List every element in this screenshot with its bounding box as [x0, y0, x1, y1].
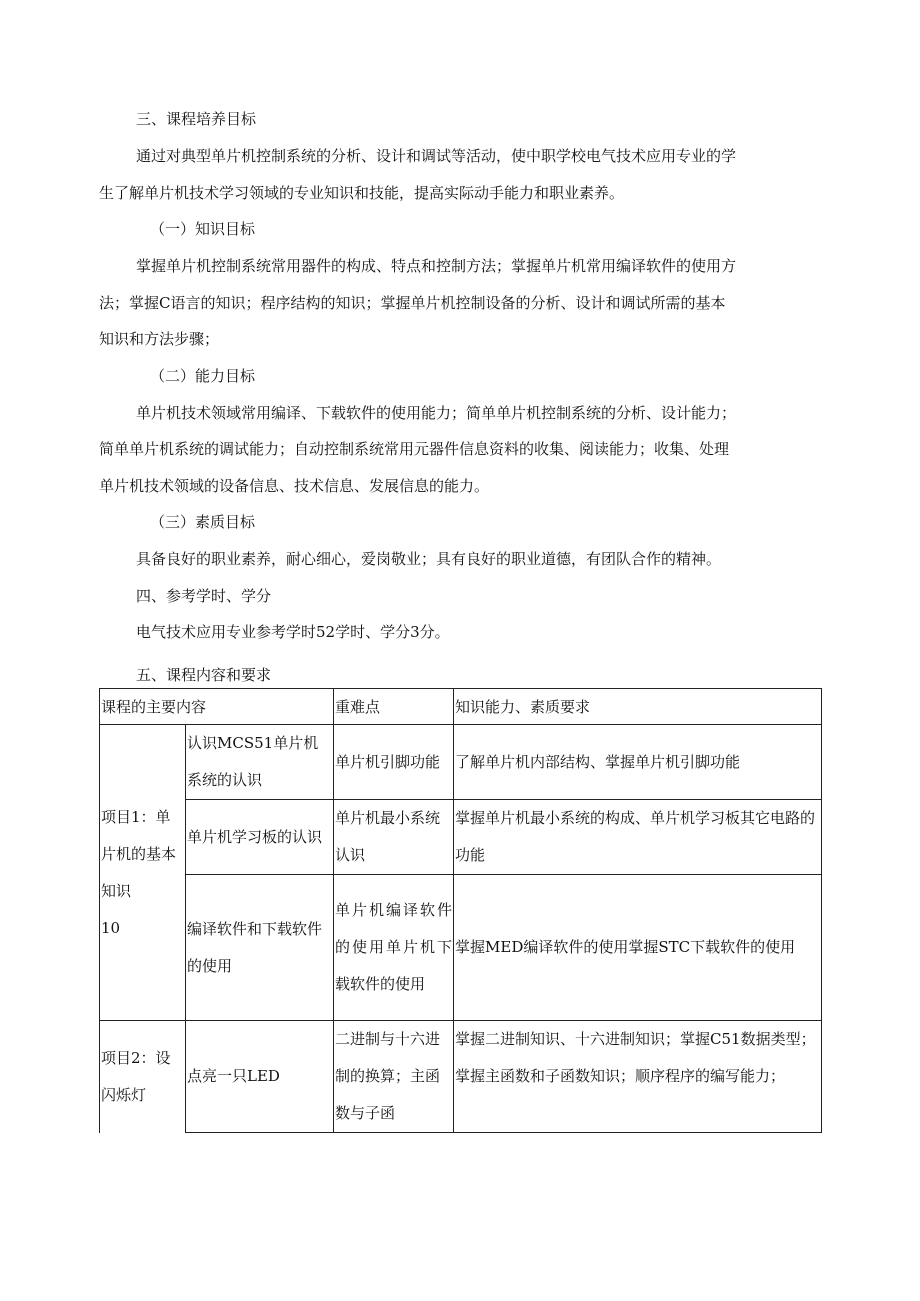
- knowledge-line3: 知识和方法步骤；: [99, 330, 220, 348]
- quality-line1: 具备良好的职业素养，耐心细心，爱岗敬业；具有良好的职业道德，有团队合作的精神。: [136, 550, 722, 568]
- project1-row3-requirement: 掌握MED编译软件的使用掌握STC下载软件的使用: [454, 875, 822, 1021]
- table-row: [100, 1021, 822, 1133]
- project1-row1-requirement: 了解单片机内部结构、掌握单片机引脚功能: [454, 725, 822, 800]
- project2-label: [100, 1021, 186, 1133]
- course-content-table: [99, 688, 822, 1133]
- section3-intro-line2: 生了解单片机技术学习领域的专业知识和技能，提高实际动手能力和职业素养。: [99, 184, 625, 202]
- header-requirement: 知识能力、素质要求: [454, 689, 822, 725]
- table-row: [100, 725, 822, 800]
- knowledge-line2: 法；掌握C语言的知识；程序结构的知识；掌握单片机控制设备的分析、设计和调试所需的基本: [99, 294, 726, 312]
- project2-row1-requirement: 掌握二进制知识、十六进制知识；掌握C51数据类型；掌握主函数和子函数知识；顺序程序的编写能力；: [454, 1021, 822, 1133]
- project1-row3-focus: 单片机编译软件的使用单片机下载软件的使用: [334, 875, 454, 1021]
- ability-line1: 单片机技术领域常用编译、下载软件的使用能力；简单单片机控制系统的分析、设计能力；: [136, 404, 737, 422]
- project2-label-line1: 项目2：设: [101, 1048, 171, 1067]
- quality-heading: （三）素质目标: [150, 513, 256, 531]
- table-header-row: [100, 689, 822, 725]
- project1-row2-focus: 单片机最小系统认识: [334, 800, 454, 875]
- ability-line3: 单片机技术领域的设备信息、技术信息、发展信息的能力。: [99, 477, 490, 495]
- project1-row1-content: 认识MCS51单片机系统的认识: [186, 725, 334, 800]
- ability-heading: （二）能力目标: [150, 367, 256, 385]
- project1-label-line2: 片机的基本: [101, 844, 177, 863]
- project1-label: [100, 725, 186, 1021]
- knowledge-heading: （一）知识目标: [150, 220, 256, 238]
- project2-row1-focus: 二进制与十六进制的换算；主函数与子函: [334, 1021, 454, 1133]
- project1-label-line4: 10: [101, 918, 121, 937]
- project1-label-line1: 项目1：单: [101, 807, 171, 826]
- header-focus: 重难点: [334, 689, 454, 725]
- project1-row2-requirement: 掌握单片机最小系统的构成、单片机学习板其它电路的功能: [454, 800, 822, 875]
- header-main-content: 课程的主要内容: [100, 689, 334, 725]
- ability-line2: 简单单片机系统的调试能力；自动控制系统常用元器件信息资料的收集、阅读能力；收集、处理: [99, 440, 730, 458]
- project1-row2-content: 单片机学习板的认识: [186, 800, 334, 875]
- section4-heading: 四、参考学时、学分: [136, 587, 272, 605]
- section5-heading: 五、课程内容和要求: [136, 666, 272, 684]
- project2-row1-content: 点亮一只LED: [186, 1021, 334, 1133]
- project1-row1-focus: 单片机引脚功能: [334, 725, 454, 800]
- section3-heading: 三、课程培养目标: [136, 110, 257, 128]
- project1-label-line3: 知识: [101, 881, 132, 900]
- table-row: [100, 875, 822, 1021]
- section3-intro-line1: 通过对典型单片机控制系统的分析、设计和调试等活动，使中职学校电气技术应用专业的学: [136, 147, 737, 165]
- knowledge-line1: 掌握单片机控制系统常用器件的构成、特点和控制方法；掌握单片机常用编译软件的使用方: [136, 257, 737, 275]
- project1-row3-content: 编译软件和下载软件的使用: [186, 875, 334, 1021]
- table-row: [100, 800, 822, 875]
- project2-label-line2: 闪烁灯: [101, 1085, 147, 1104]
- section4-line1: 电气技术应用专业参考学时52学时、学分3分。: [136, 623, 450, 641]
